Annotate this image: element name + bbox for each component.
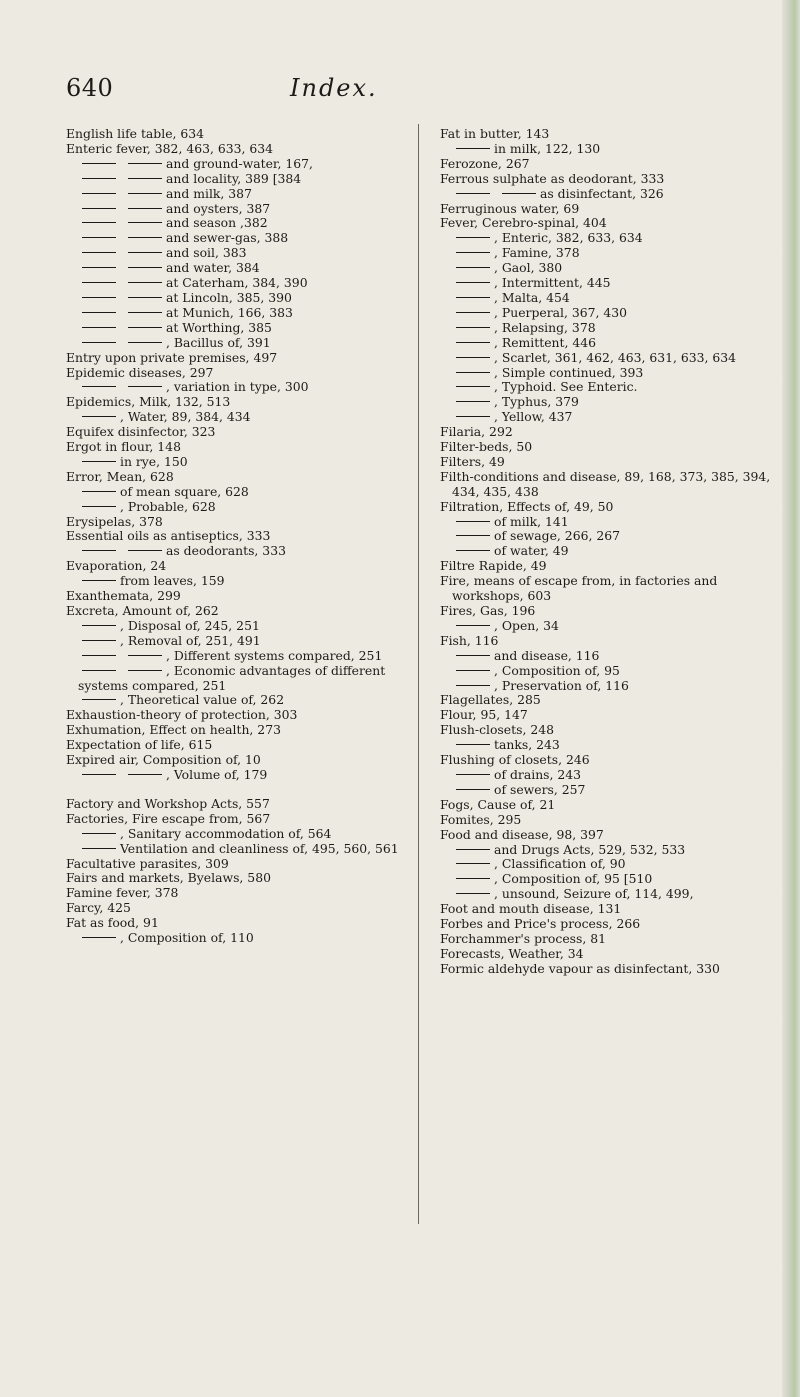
index-entry-text: , Volume of, 179 bbox=[166, 766, 268, 782]
index-entry bbox=[440, 783, 785, 798]
index-entry bbox=[440, 425, 785, 440]
index-entry bbox=[66, 738, 411, 753]
index-entry-text: of sewers, 257 bbox=[494, 781, 586, 797]
ditto-dash bbox=[456, 148, 490, 149]
index-entry-text: , Disposal of, 245, 251 bbox=[120, 617, 260, 633]
index-entry bbox=[440, 500, 785, 515]
ditto-dash bbox=[128, 163, 162, 164]
index-entry-text: and disease, 116 bbox=[494, 647, 600, 663]
index-entry-text: Flush-closets, 248 bbox=[440, 722, 554, 738]
index-entry bbox=[66, 827, 411, 842]
index-entry bbox=[440, 202, 785, 217]
index-entry-text: Filters, 49 bbox=[440, 453, 505, 469]
index-entry bbox=[66, 231, 411, 246]
index-entry-text: , Yellow, 437 bbox=[494, 409, 573, 425]
index-entry bbox=[440, 932, 785, 947]
ditto-dash bbox=[502, 193, 536, 194]
index-entry-text: , Typhus, 379 bbox=[494, 394, 579, 410]
ditto-dash bbox=[456, 357, 490, 358]
index-entry bbox=[440, 321, 785, 336]
index-entry-text: and Drugs Acts, 529, 532, 533 bbox=[494, 841, 686, 857]
index-entry bbox=[66, 306, 411, 321]
index-entry bbox=[66, 187, 411, 202]
ditto-dash bbox=[456, 237, 490, 238]
ditto-dash bbox=[82, 640, 116, 641]
index-entry bbox=[66, 366, 411, 381]
index-entry bbox=[66, 768, 411, 783]
ditto-dash bbox=[456, 193, 490, 194]
index-entry-text: Filter-beds, 50 bbox=[440, 439, 533, 455]
index-entry-text: Filtration, Effects of, 49, 50 bbox=[440, 498, 614, 514]
index-entry-text: at Munich, 166, 383 bbox=[166, 304, 293, 320]
index-entry-text: Expired air, Composition of, 10 bbox=[66, 752, 261, 768]
index-entry-text: Erysipelas, 378 bbox=[66, 513, 163, 529]
ditto-dash bbox=[456, 893, 490, 894]
index-entry bbox=[440, 753, 785, 768]
index-entry bbox=[440, 679, 785, 694]
index-entry bbox=[66, 216, 411, 231]
index-entry-text: Fat as food, 91 bbox=[66, 915, 159, 931]
ditto-dash bbox=[128, 208, 162, 209]
index-entry bbox=[66, 261, 411, 276]
index-entry bbox=[440, 231, 785, 246]
index-entry bbox=[66, 351, 411, 366]
ditto-dash bbox=[456, 327, 490, 328]
index-entry-text: Ventilation and cleanliness of, 495, 560, 561 bbox=[120, 840, 399, 856]
index-entry bbox=[440, 455, 785, 470]
ditto-dash bbox=[456, 401, 490, 402]
index-entry-text: and water, 384 bbox=[166, 260, 260, 276]
ditto-dash bbox=[82, 386, 116, 387]
index-entry-text: as deodorants, 333 bbox=[166, 543, 286, 559]
index-entry-text: tanks, 243 bbox=[494, 737, 560, 753]
ditto-dash bbox=[456, 282, 490, 283]
index-entry bbox=[66, 291, 411, 306]
index-entry-text: , Remittent, 446 bbox=[494, 334, 597, 350]
index-entry-text: and ground-water, 167, bbox=[166, 155, 313, 171]
ditto-dash bbox=[128, 655, 162, 656]
index-entry-text: of mean square, 628 bbox=[120, 483, 249, 499]
ditto-dash bbox=[82, 416, 116, 417]
index-entry-text: Filaria, 292 bbox=[440, 424, 513, 440]
index-entry-text: , Enteric, 382, 633, 634 bbox=[494, 230, 643, 246]
ditto-dash bbox=[456, 863, 490, 864]
index-entry bbox=[440, 515, 785, 530]
ditto-dash bbox=[82, 342, 116, 343]
page-number: 640 bbox=[66, 74, 114, 102]
index-entry bbox=[66, 515, 411, 530]
index-entry-text: of water, 49 bbox=[494, 543, 569, 559]
index-entry-text: , Scarlet, 361, 462, 463, 631, 633, 634 bbox=[494, 349, 737, 365]
index-entry bbox=[66, 723, 411, 738]
ditto-dash bbox=[82, 774, 116, 775]
index-entry bbox=[440, 857, 785, 872]
index-entry bbox=[440, 142, 785, 157]
ditto-dash bbox=[456, 297, 490, 298]
index-entry-text: , unsound, Seizure of, 114, 499, bbox=[494, 886, 694, 902]
ditto-dash bbox=[128, 178, 162, 179]
index-entry bbox=[440, 693, 785, 708]
index-entry-text: Famine fever, 378 bbox=[66, 885, 179, 901]
index-entry-text: at Caterham, 384, 390 bbox=[166, 275, 308, 291]
index-entry-text: Entry upon private premises, 497 bbox=[66, 349, 278, 365]
index-entry bbox=[440, 261, 785, 276]
index-entry bbox=[66, 529, 411, 544]
index-entry-text: in rye, 150 bbox=[120, 453, 188, 469]
index-entry-text: Flushing of closets, 246 bbox=[440, 752, 590, 768]
index-entry bbox=[440, 172, 785, 187]
index-entry bbox=[66, 871, 411, 886]
index-entry bbox=[440, 843, 785, 858]
ditto-dash bbox=[82, 491, 116, 492]
index-entry-text: , Bacillus of, 391 bbox=[166, 334, 271, 350]
index-entry bbox=[66, 901, 411, 916]
ditto-dash bbox=[456, 789, 490, 790]
index-entry bbox=[66, 619, 411, 634]
index-entry-text: Epidemic diseases, 297 bbox=[66, 364, 214, 380]
index-entry-text: Factory and Workshop Acts, 557 bbox=[66, 795, 270, 811]
ditto-dash bbox=[128, 297, 162, 298]
ditto-dash bbox=[456, 252, 490, 253]
index-entry-text: Forbes and Price's process, 266 bbox=[440, 916, 641, 932]
index-entry-text: , Removal of, 251, 491 bbox=[120, 632, 261, 648]
index-entry-text: , Typhoid. See Enteric. bbox=[494, 379, 638, 395]
index-entry-text: Equifex disinfector, 323 bbox=[66, 424, 216, 440]
index-entry bbox=[66, 276, 411, 291]
ditto-dash bbox=[456, 372, 490, 373]
index-entry-text: and locality, 389 [384 bbox=[166, 170, 302, 186]
index-entry bbox=[440, 917, 785, 932]
index-entry bbox=[440, 604, 785, 619]
ditto-dash bbox=[82, 580, 116, 581]
ditto-dash bbox=[82, 848, 116, 849]
ditto-dash bbox=[82, 327, 116, 328]
index-entry-text: from leaves, 159 bbox=[120, 573, 225, 589]
index-entry bbox=[440, 157, 785, 172]
index-entry bbox=[66, 544, 411, 559]
index-entry-text: , Intermittent, 445 bbox=[494, 275, 611, 291]
ditto-dash bbox=[82, 461, 116, 462]
column-divider bbox=[418, 124, 419, 1224]
index-entry bbox=[66, 321, 411, 336]
index-column-right bbox=[440, 127, 785, 977]
index-entry-text: in milk, 122, 130 bbox=[494, 140, 601, 156]
index-entry-text: , Water, 89, 384, 434 bbox=[120, 409, 251, 425]
ditto-dash bbox=[128, 550, 162, 551]
index-entry bbox=[66, 395, 411, 410]
index-entry-text: at Worthing, 385 bbox=[166, 319, 272, 335]
ditto-dash bbox=[128, 237, 162, 238]
index-entry-text: Forchammer's process, 81 bbox=[440, 930, 607, 946]
index-entry bbox=[66, 455, 411, 470]
index-entry bbox=[440, 962, 785, 977]
index-entry-text: , Composition of, 95 bbox=[494, 662, 620, 678]
ditto-dash bbox=[456, 535, 490, 536]
ditto-dash bbox=[456, 655, 490, 656]
ditto-dash bbox=[128, 670, 162, 671]
index-entry-text: , Malta, 454 bbox=[494, 289, 570, 305]
index-entry-text: , Open, 34 bbox=[494, 617, 559, 633]
ditto-dash bbox=[82, 670, 116, 671]
ditto-dash bbox=[456, 267, 490, 268]
ditto-dash bbox=[456, 550, 490, 551]
index-entry bbox=[66, 753, 411, 768]
ditto-dash bbox=[82, 163, 116, 164]
index-entry bbox=[66, 142, 411, 157]
index-entry-text: , Puerperal, 367, 430 bbox=[494, 304, 628, 320]
index-entry bbox=[440, 187, 785, 202]
index-column-left bbox=[66, 127, 411, 946]
index-entry bbox=[66, 589, 411, 604]
index-entry bbox=[66, 246, 411, 261]
index-entry-text: and season ,382 bbox=[166, 215, 268, 231]
index-entry bbox=[66, 559, 411, 574]
index-entry bbox=[66, 812, 411, 827]
index-entry bbox=[440, 798, 785, 813]
index-entry-text: Evaporation, 24 bbox=[66, 558, 167, 574]
index-entry bbox=[440, 366, 785, 381]
index-entry-text: Fever, Cerebro-spinal, 404 bbox=[440, 215, 607, 231]
index-entry bbox=[66, 886, 411, 901]
index-entry bbox=[440, 559, 785, 574]
ditto-dash bbox=[456, 386, 490, 387]
index-entry-text: Formic aldehyde vapour as disinfectant, 330 bbox=[440, 960, 720, 976]
index-entry bbox=[66, 202, 411, 217]
index-entry-text: Filtre Rapide, 49 bbox=[440, 558, 547, 574]
index-entry-text: , Relapsing, 378 bbox=[494, 319, 596, 335]
index-entry bbox=[440, 395, 785, 410]
index-entry bbox=[440, 828, 785, 843]
index-entry-text: and soil, 383 bbox=[166, 245, 247, 261]
index-entry bbox=[440, 664, 785, 679]
index-entry bbox=[66, 470, 411, 485]
index-entry-text: of drains, 243 bbox=[494, 766, 582, 782]
index-entry-text: Factories, Fire escape from, 567 bbox=[66, 810, 271, 826]
index-entry bbox=[440, 127, 785, 142]
ditto-dash bbox=[456, 521, 490, 522]
ditto-dash bbox=[128, 774, 162, 775]
index-entry bbox=[440, 723, 785, 738]
index-entry-text: Ferrous sulphate as deodorant, 333 bbox=[440, 170, 665, 186]
index-entry bbox=[66, 842, 411, 857]
index-entry bbox=[440, 351, 785, 366]
ditto-dash bbox=[128, 193, 162, 194]
index-entry bbox=[440, 246, 785, 261]
index-entry bbox=[66, 127, 411, 142]
index-entry bbox=[440, 440, 785, 455]
index-entry-text: Farcy, 425 bbox=[66, 900, 131, 916]
index-entry-text: Fairs and markets, Byelaws, 580 bbox=[66, 870, 271, 886]
index-entry bbox=[66, 634, 411, 649]
index-entry bbox=[440, 544, 785, 559]
ditto-dash bbox=[82, 312, 116, 313]
ditto-dash bbox=[82, 655, 116, 656]
index-entry-text: , Simple continued, 393 bbox=[494, 364, 644, 380]
index-entry bbox=[66, 604, 411, 619]
ditto-dash bbox=[82, 208, 116, 209]
ditto-dash bbox=[82, 833, 116, 834]
index-entry-text: as disinfectant, 326 bbox=[540, 185, 664, 201]
index-entry-text: Fires, Gas, 196 bbox=[440, 603, 536, 618]
index-entry-text: , Theoretical value of, 262 bbox=[120, 692, 285, 708]
index-entry bbox=[440, 887, 785, 902]
ditto-dash bbox=[128, 267, 162, 268]
index-entry bbox=[66, 931, 411, 946]
ditto-dash bbox=[82, 222, 116, 223]
ditto-dash bbox=[456, 849, 490, 850]
index-entry bbox=[66, 485, 411, 500]
index-entry bbox=[440, 649, 785, 664]
page-header bbox=[66, 74, 770, 114]
index-entry-text: , Gaol, 380 bbox=[494, 260, 563, 276]
index-entry bbox=[66, 425, 411, 440]
index-entry-text: Enteric fever, 382, 463, 633, 634 bbox=[66, 140, 274, 156]
index-entry-text: and oysters, 387 bbox=[166, 200, 271, 216]
ditto-dash bbox=[82, 550, 116, 551]
index-entry bbox=[66, 574, 411, 589]
ditto-dash bbox=[128, 252, 162, 253]
index-entry bbox=[66, 440, 411, 455]
index-entry-text: Expectation of life, 615 bbox=[66, 737, 213, 753]
ditto-dash bbox=[456, 774, 490, 775]
index-entry-text: Fat in butter, 143 bbox=[440, 126, 550, 141]
index-entry bbox=[66, 336, 411, 351]
index-entry-text: of sewage, 266, 267 bbox=[494, 528, 620, 544]
index-entry bbox=[66, 857, 411, 872]
index-entry bbox=[440, 410, 785, 425]
index-entry bbox=[66, 649, 411, 664]
index-entry-text: Fogs, Cause of, 21 bbox=[440, 796, 556, 812]
index-entry-text: and milk, 387 bbox=[166, 185, 252, 201]
index-entry bbox=[440, 619, 785, 634]
ditto-dash bbox=[82, 237, 116, 238]
index-entry-text: , Composition of, 95 [510 bbox=[494, 871, 653, 887]
index-entry-text: , Preservation of, 116 bbox=[494, 677, 629, 693]
index-entry-text: Fire, means of escape from, in factories and workshops, 603 bbox=[440, 573, 718, 604]
ditto-dash bbox=[82, 267, 116, 268]
index-entry bbox=[440, 291, 785, 306]
ditto-dash bbox=[82, 625, 116, 626]
index-entry bbox=[440, 634, 785, 649]
ditto-dash bbox=[456, 342, 490, 343]
ditto-dash bbox=[82, 297, 116, 298]
ditto-dash bbox=[128, 222, 162, 223]
ditto-dash bbox=[82, 282, 116, 283]
ditto-dash bbox=[456, 670, 490, 671]
index-entry-text: Flagellates, 285 bbox=[440, 692, 541, 708]
ditto-dash bbox=[82, 252, 116, 253]
index-entry-text: Flour, 95, 147 bbox=[440, 707, 528, 723]
index-entry bbox=[66, 410, 411, 425]
index-entry-text: Epidemics, Milk, 132, 513 bbox=[66, 394, 231, 410]
index-entry-text: , Probable, 628 bbox=[120, 498, 216, 514]
index-entry-text: Exhumation, Effect on health, 273 bbox=[66, 722, 281, 738]
index-entry-text: , Famine, 378 bbox=[494, 245, 580, 261]
index-entry-text: Essential oils as antiseptics, 333 bbox=[66, 528, 271, 544]
index-entry-text: Food and disease, 98, 397 bbox=[440, 826, 604, 842]
index-entry bbox=[440, 708, 785, 723]
ditto-dash bbox=[82, 193, 116, 194]
index-entry-text: Fomites, 295 bbox=[440, 811, 522, 827]
index-entry bbox=[66, 500, 411, 515]
ditto-dash bbox=[128, 282, 162, 283]
index-entry-text: and sewer-gas, 388 bbox=[166, 230, 289, 246]
index-entry-text: , Classification of, 90 bbox=[494, 856, 626, 872]
index-entry bbox=[440, 380, 785, 395]
ditto-dash bbox=[128, 327, 162, 328]
index-entry-text: Filth-conditions and disease, 89, 168, 373, 385, 394, 434, 435, 438 bbox=[440, 468, 771, 499]
index-entry bbox=[66, 172, 411, 187]
index-entry bbox=[440, 529, 785, 544]
index-entry-text: Fish, 116 bbox=[440, 632, 499, 648]
ditto-dash bbox=[456, 878, 490, 879]
index-entry bbox=[440, 768, 785, 783]
index-entry bbox=[66, 693, 411, 708]
ditto-dash bbox=[456, 685, 490, 686]
index-entry bbox=[440, 306, 785, 321]
index-entry-text: Ergot in flour, 148 bbox=[66, 439, 181, 455]
index-entry-text: , Composition of, 110 bbox=[120, 930, 254, 946]
index-entry bbox=[66, 157, 411, 172]
index-entry bbox=[66, 797, 411, 812]
index-entry-text: Excreta, Amount of, 262 bbox=[66, 603, 219, 618]
index-entry bbox=[440, 470, 785, 500]
ditto-dash bbox=[82, 937, 116, 938]
index-entry-text: , variation in type, 300 bbox=[166, 379, 309, 395]
index-entry-text: Ferruginous water, 69 bbox=[440, 200, 580, 216]
index-entry bbox=[440, 276, 785, 291]
ditto-dash bbox=[82, 699, 116, 700]
index-entry bbox=[66, 664, 411, 694]
ditto-dash bbox=[456, 312, 490, 313]
ditto-dash bbox=[82, 506, 116, 507]
index-entry-text: of milk, 141 bbox=[494, 513, 569, 529]
index-entry bbox=[440, 813, 785, 828]
index-entry-text: Forecasts, Weather, 34 bbox=[440, 945, 584, 961]
index-entry-text: , Sanitary accommodation of, 564 bbox=[120, 825, 332, 841]
index-entry bbox=[66, 380, 411, 395]
index-entry bbox=[440, 336, 785, 351]
index-entry bbox=[66, 916, 411, 931]
index-entry-text: at Lincoln, 385, 390 bbox=[166, 289, 292, 305]
index-entry bbox=[66, 708, 411, 723]
index-entry bbox=[440, 947, 785, 962]
ditto-dash bbox=[128, 386, 162, 387]
ditto-dash bbox=[456, 416, 490, 417]
index-entry-text: English life table, 634 bbox=[66, 126, 205, 141]
index-entry bbox=[440, 872, 785, 887]
ditto-dash bbox=[456, 625, 490, 626]
ditto-dash bbox=[128, 312, 162, 313]
running-title: Index. bbox=[290, 74, 378, 102]
ditto-dash bbox=[128, 342, 162, 343]
index-entry bbox=[440, 574, 785, 604]
index-entry bbox=[440, 902, 785, 917]
ditto-dash bbox=[82, 178, 116, 179]
index-entry-text: Error, Mean, 628 bbox=[66, 468, 174, 484]
ditto-dash bbox=[456, 744, 490, 745]
index-entry-text: Foot and mouth disease, 131 bbox=[440, 901, 622, 917]
index-entry bbox=[440, 216, 785, 231]
index-entry-text: , Different systems compared, 251 bbox=[166, 647, 383, 663]
index-entry-text: Exanthemata, 299 bbox=[66, 588, 181, 604]
index-entry-text: Ferozone, 267 bbox=[440, 155, 530, 171]
index-entry-text: Exhaustion-theory of protection, 303 bbox=[66, 707, 298, 723]
index-entry-text: Facultative parasites, 309 bbox=[66, 855, 229, 871]
index-entry-text: , Economic advantages of different systems compared, 251 bbox=[78, 662, 386, 693]
index-entry bbox=[440, 738, 785, 753]
